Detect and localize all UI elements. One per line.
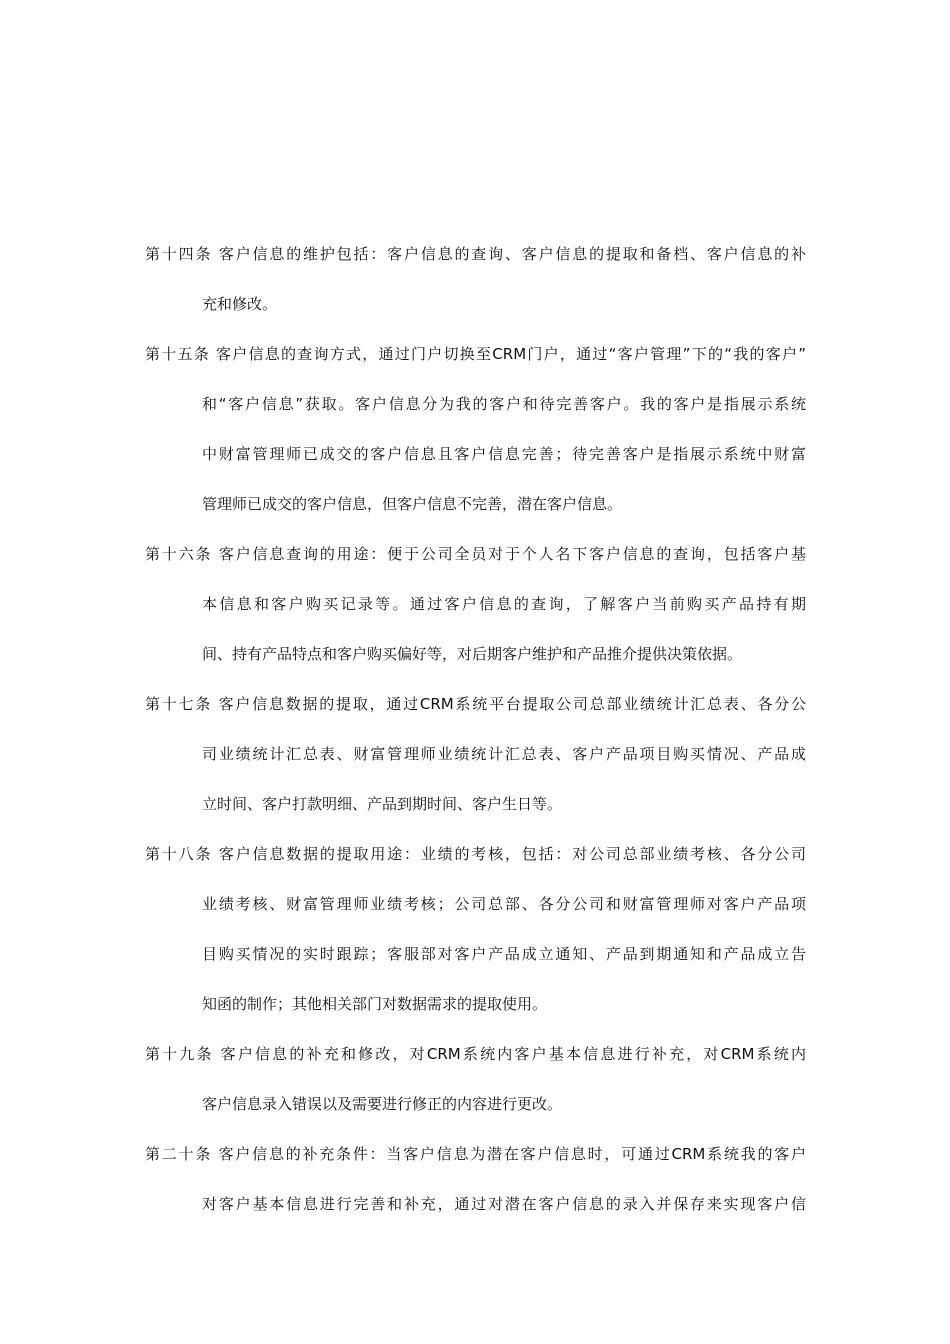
article-14-line-1: 第十四条 客户信息的维护包括：客户信息的查询、客户信息的提取和备档、客户信息的补 [145,245,806,263]
article-17-line-2: 司业绩统计汇总表、财富管理师业绩统计汇总表、客户产品项目购买情况、产品成 [202,745,806,763]
article-19-line-1: 第十九条 客户信息的补充和修改，对CRM系统内客户基本信息进行补充，对CRM系统内 [145,1045,806,1063]
article-18-line-1: 第十八条 客户信息数据的提取用途：业绩的考核，包括：对公司总部业绩考核、各分公司 [145,845,806,863]
article-16-line-3: 间、持有产品特点和客户购买偏好等，对后期客户维护和产品推介提供决策依据。 [202,645,743,663]
article-18-line-2: 业绩考核、财富管理师业绩考核；公司总部、各分公司和财富管理师对客户产品项 [202,895,806,913]
article-16-line-2: 本信息和客户购买记录等。通过客户信息的查询，了解客户当前购买产品持有期 [202,595,806,613]
article-17-line-3: 立时间、客户打款明细、产品到期时间、客户生日等。 [202,795,563,813]
article-15-line-4: 管理师已成交的客户信息，但客户信息不完善，潜在客户信息。 [202,495,623,513]
article-20-line-2: 对客户基本信息进行完善和补充，通过对潜在客户信息的录入并保存来实现客户信 [202,1195,806,1213]
article-19-line-2: 客户信息录入错误以及需要进行修正的内容进行更改。 [202,1095,563,1113]
article-15-line-3: 中财富管理师已成交的客户信息且客户信息完善；待完善客户是指展示系统中财富 [202,445,806,463]
article-16-line-1: 第十六条 客户信息查询的用途：便于公司全员对于个人名下客户信息的查询，包括客户基 [145,545,806,563]
article-17-line-1: 第十七条 客户信息数据的提取，通过CRM系统平台提取公司总部业绩统计汇总表、各分公 [145,695,806,713]
article-20-line-1: 第二十条 客户信息的补充条件：当客户信息为潜在客户信息时，可通过CRM系统我的客户 [145,1145,806,1163]
article-18-line-4: 知函的制作；其他相关部门对数据需求的提取使用。 [202,995,548,1013]
article-14-line-2: 充和修改。 [202,295,278,313]
article-15-line-2: 和“客户信息”获取。客户信息分为我的客户和待完善客户。我的客户是指展示系统 [202,395,806,413]
article-18-line-3: 目购买情况的实时跟踪；客服部对客户产品成立通知、产品到期通知和产品成立告 [202,945,806,963]
article-15-line-1: 第十五条 客户信息的查询方式，通过门户切换至CRM门户，通过“客户管理”下的“我的客户” [145,345,806,363]
